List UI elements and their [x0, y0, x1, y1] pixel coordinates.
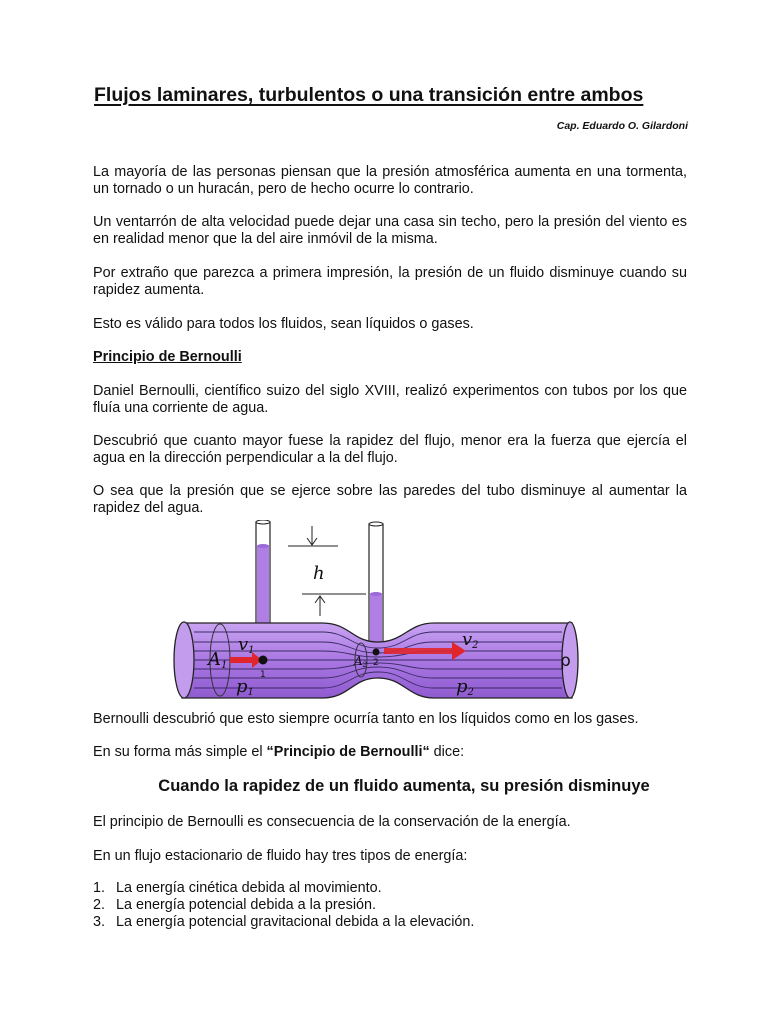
- list-text: La energía cinética debida al movimiento.: [116, 880, 382, 896]
- closing-paragraph-2: En un flujo estacionario de fluido hay tres tipos de energía:: [93, 848, 468, 864]
- v1-label: v1: [238, 634, 255, 656]
- a2-label: A2: [354, 654, 368, 669]
- a1-label: A1: [208, 649, 228, 671]
- list-text: La energía potencial debida a la presión.: [116, 897, 377, 913]
- list-item: [93, 914, 474, 931]
- author-line: Cap. Eduardo O. Gilardoni: [556, 120, 688, 132]
- principle-statement: Cuando la rapidez de un fluido aumenta, su presión disminuye: [158, 777, 650, 795]
- section-heading: Principio de Bernoulli: [93, 349, 242, 365]
- h-label: h: [313, 563, 325, 584]
- list-number: 1.: [93, 880, 106, 896]
- tube-left-end: [174, 622, 194, 698]
- standpipe-1-liquid: [257, 546, 269, 624]
- point-1-label: 1: [260, 670, 266, 680]
- section-paragraph-1: Daniel Bernoulli, científico suizo del siglo XVIII, realizó experimentos con tubos por los que fluía una corriente de agua.: [93, 383, 687, 416]
- principle-intro-before: En su forma más simple el: [93, 744, 267, 760]
- after-figure-paragraph: Bernoulli descubrió que esto siempre ocurría tanto en los líquidos como en los gases.: [93, 711, 639, 727]
- section-paragraph-2: Descubrió que cuanto mayor fuese la rapidez del flujo, menor era la fuerza que ejercía el agua en la dirección perpendicular a la del flujo.: [93, 433, 687, 466]
- list-text: La energía potencial gravitacional debida a la elevación.: [116, 914, 475, 930]
- principle-intro: [93, 744, 687, 761]
- paragraph-1: La mayoría de las personas piensan que la presión atmosférica aumenta en una tormenta, un tornado o un huracán, pero de hecho ocurre lo contrario.: [93, 164, 687, 197]
- list-item: [93, 897, 474, 914]
- paragraph-2: Un ventarrón de alta velocidad puede dejar una casa sin techo, pero la presión del viento es en realidad menor que la del aire inmóvil de la misma.: [93, 214, 687, 247]
- principle-intro-bold: “Principio de Bernoulli“: [266, 744, 430, 760]
- list-item: [93, 880, 474, 897]
- document-title: Flujos laminares, turbulentos o una transición entre ambos: [94, 84, 644, 106]
- standpipe-2-liquid: [370, 594, 382, 646]
- paragraph-3: Por extraño que parezca a primera impresión, la presión de un fluido disminuye cuando su rapidez aumenta.: [93, 265, 687, 298]
- p2-label: p2: [456, 676, 474, 698]
- v2-label: v2: [462, 629, 479, 651]
- rho-label: ρ: [560, 651, 571, 671]
- point-2: [373, 649, 380, 656]
- closing-paragraph-1: El principio de Bernoulli es consecuencia de la conservación de la energía.: [93, 814, 571, 830]
- list-number: 3.: [93, 914, 106, 930]
- principle-intro-after: dice:: [429, 744, 465, 760]
- list-number: 2.: [93, 897, 106, 913]
- point-2-label: 2: [373, 658, 379, 668]
- venturi-tube-figure: [172, 520, 584, 706]
- point-1: [259, 656, 268, 665]
- energy-list: [93, 880, 474, 931]
- section-paragraph-3: O sea que la presión que se ejerce sobre las paredes del tubo disminuye al aumentar la rapidez del agua.: [93, 483, 687, 516]
- p1-label: p1: [236, 676, 254, 698]
- paragraph-4: Esto es válido para todos los fluidos, sean líquidos o gases.: [93, 316, 474, 332]
